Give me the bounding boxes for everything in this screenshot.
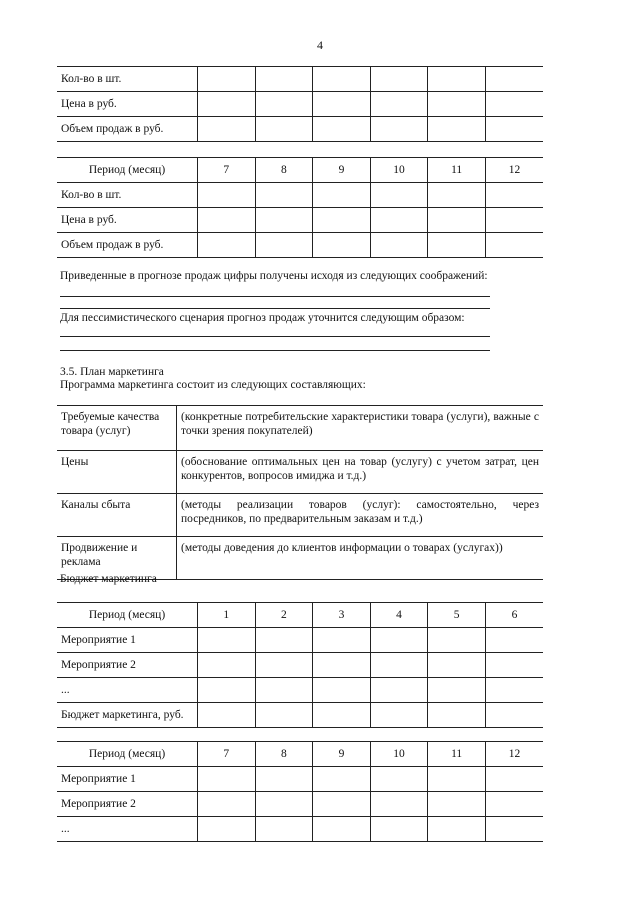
month-header: 3 <box>313 603 371 628</box>
cell <box>485 183 543 208</box>
row-label: Цена в руб. <box>57 92 198 117</box>
cell <box>428 117 486 142</box>
cell <box>313 792 371 817</box>
month-header: 5 <box>428 603 486 628</box>
table-row <box>57 817 543 842</box>
cell <box>255 92 313 117</box>
component-name: Требуемые качества товара (услуг) <box>57 406 177 451</box>
cell <box>313 678 371 703</box>
forecast-basis-text: Приведенные в прогнозе продаж цифры получены исходя из следующих соображений: <box>60 270 488 282</box>
period-header: Период (месяц) <box>57 158 198 183</box>
cell <box>313 767 371 792</box>
section-intro: Программа маркетинга состоит из следующих составляющих: <box>60 379 366 391</box>
cell <box>428 628 486 653</box>
period-header: Период (месяц) <box>57 603 198 628</box>
cell <box>255 628 313 653</box>
cell <box>198 678 256 703</box>
marketing-budget-table-months-1-6 <box>57 602 543 728</box>
cell <box>485 678 543 703</box>
cell <box>370 792 428 817</box>
cell <box>485 67 543 92</box>
component-name: Цены <box>57 451 177 494</box>
cell <box>428 792 486 817</box>
table-row <box>57 628 543 653</box>
cell <box>485 233 543 258</box>
row-label: Бюджет маркетинга, руб. <box>57 703 198 728</box>
month-header: 9 <box>313 742 371 767</box>
cell <box>313 183 371 208</box>
cell <box>198 767 256 792</box>
fill-in-line <box>60 296 490 297</box>
table-row <box>57 67 543 92</box>
cell <box>255 67 313 92</box>
cell <box>485 653 543 678</box>
cell <box>198 653 256 678</box>
table-row <box>57 208 543 233</box>
month-header: 11 <box>428 742 486 767</box>
section-title: 3.5. План маркетинга <box>60 366 164 378</box>
sales-forecast-table-months-7-12 <box>57 157 543 258</box>
month-header: 8 <box>255 158 313 183</box>
cell <box>370 767 428 792</box>
fill-in-line <box>60 336 490 337</box>
cell <box>255 653 313 678</box>
cell <box>198 92 256 117</box>
cell <box>198 792 256 817</box>
table-row <box>57 767 543 792</box>
cell <box>313 208 371 233</box>
component-name: Продвижение и реклама <box>57 537 177 580</box>
cell <box>370 208 428 233</box>
month-header: 9 <box>313 158 371 183</box>
page-number: 4 <box>317 38 323 52</box>
cell <box>255 792 313 817</box>
cell <box>370 92 428 117</box>
table-row <box>57 406 543 451</box>
row-label: Цена в руб. <box>57 208 198 233</box>
cell <box>313 117 371 142</box>
cell <box>428 183 486 208</box>
table-row <box>57 451 543 494</box>
cell <box>370 67 428 92</box>
cell <box>255 767 313 792</box>
row-label: Мероприятие 2 <box>57 792 198 817</box>
cell <box>428 233 486 258</box>
cell <box>370 628 428 653</box>
table-row <box>57 233 543 258</box>
cell <box>198 67 256 92</box>
month-header: 1 <box>198 603 256 628</box>
cell <box>198 233 256 258</box>
month-header: 12 <box>485 158 543 183</box>
component-name: Каналы сбыта <box>57 494 177 537</box>
cell <box>485 817 543 842</box>
table-header-row <box>57 742 543 767</box>
cell <box>370 183 428 208</box>
row-label: Мероприятие 2 <box>57 653 198 678</box>
table-row <box>57 494 543 537</box>
cell <box>255 208 313 233</box>
cell <box>255 678 313 703</box>
cell <box>370 817 428 842</box>
row-label: Объем продаж в руб. <box>57 233 198 258</box>
cell <box>485 117 543 142</box>
row-label: Кол-во в шт. <box>57 67 198 92</box>
cell <box>313 817 371 842</box>
cell <box>198 208 256 233</box>
table-row <box>57 703 543 728</box>
table-row <box>57 653 543 678</box>
cell <box>313 703 371 728</box>
component-description: (методы реализации товаров (услуг): самостоятельно, через посредников, по предварительным заказам и т.д.) <box>177 494 544 537</box>
cell <box>370 703 428 728</box>
row-label: Кол-во в шт. <box>57 183 198 208</box>
cell <box>198 117 256 142</box>
pessimistic-scenario-text: Для пессимистического сценария прогноз продаж уточнится следующим образом: <box>60 312 465 324</box>
cell <box>198 183 256 208</box>
cell <box>428 208 486 233</box>
month-header: 10 <box>370 158 428 183</box>
table-row <box>57 92 543 117</box>
row-label: Объем продаж в руб. <box>57 117 198 142</box>
cell <box>370 678 428 703</box>
cell <box>428 92 486 117</box>
month-header: 11 <box>428 158 486 183</box>
row-label: ... <box>57 817 198 842</box>
table-row <box>57 183 543 208</box>
component-description: (конкретные потребительские характеристики товара (услуги), важные с точки зрения покупателей) <box>177 406 544 451</box>
cell <box>485 208 543 233</box>
table-row <box>57 792 543 817</box>
cell <box>255 117 313 142</box>
cell <box>428 67 486 92</box>
cell <box>370 653 428 678</box>
month-header: 7 <box>198 158 256 183</box>
marketing-components-table <box>57 405 543 580</box>
component-description: (методы доведения до клиентов информации о товарах (услугах)) <box>177 537 544 580</box>
fill-in-line <box>60 350 490 351</box>
cell <box>370 117 428 142</box>
month-header: 2 <box>255 603 313 628</box>
component-description: (обоснование оптимальных цен на товар (услугу) с учетом затрат, цен конкурентов, вопросов имиджа и т.д.) <box>177 451 544 494</box>
cell <box>428 678 486 703</box>
cell <box>198 817 256 842</box>
month-header: 10 <box>370 742 428 767</box>
cell <box>255 233 313 258</box>
cell <box>428 767 486 792</box>
table-header-row <box>57 158 543 183</box>
month-header: 7 <box>198 742 256 767</box>
cell <box>485 767 543 792</box>
cell <box>313 233 371 258</box>
budget-title: Бюджет маркетинга <box>60 573 157 585</box>
cell <box>313 67 371 92</box>
month-header: 6 <box>485 603 543 628</box>
cell <box>198 703 256 728</box>
month-header: 12 <box>485 742 543 767</box>
table-row <box>57 117 543 142</box>
cell <box>313 628 371 653</box>
cell <box>255 703 313 728</box>
cell <box>198 628 256 653</box>
cell <box>370 233 428 258</box>
cell <box>428 653 486 678</box>
row-label: ... <box>57 678 198 703</box>
row-label: Мероприятие 1 <box>57 628 198 653</box>
cell <box>255 183 313 208</box>
cell <box>428 817 486 842</box>
cell <box>485 628 543 653</box>
table-row <box>57 678 543 703</box>
fill-in-line <box>60 308 490 309</box>
cell <box>485 792 543 817</box>
month-header: 4 <box>370 603 428 628</box>
cell <box>313 653 371 678</box>
month-header: 8 <box>255 742 313 767</box>
cell <box>428 703 486 728</box>
cell <box>485 92 543 117</box>
sales-forecast-table-continued <box>57 66 543 142</box>
cell <box>485 703 543 728</box>
cell <box>255 817 313 842</box>
cell <box>313 92 371 117</box>
marketing-budget-table-months-7-12 <box>57 741 543 842</box>
period-header: Период (месяц) <box>57 742 198 767</box>
row-label: Мероприятие 1 <box>57 767 198 792</box>
table-header-row <box>57 603 543 628</box>
